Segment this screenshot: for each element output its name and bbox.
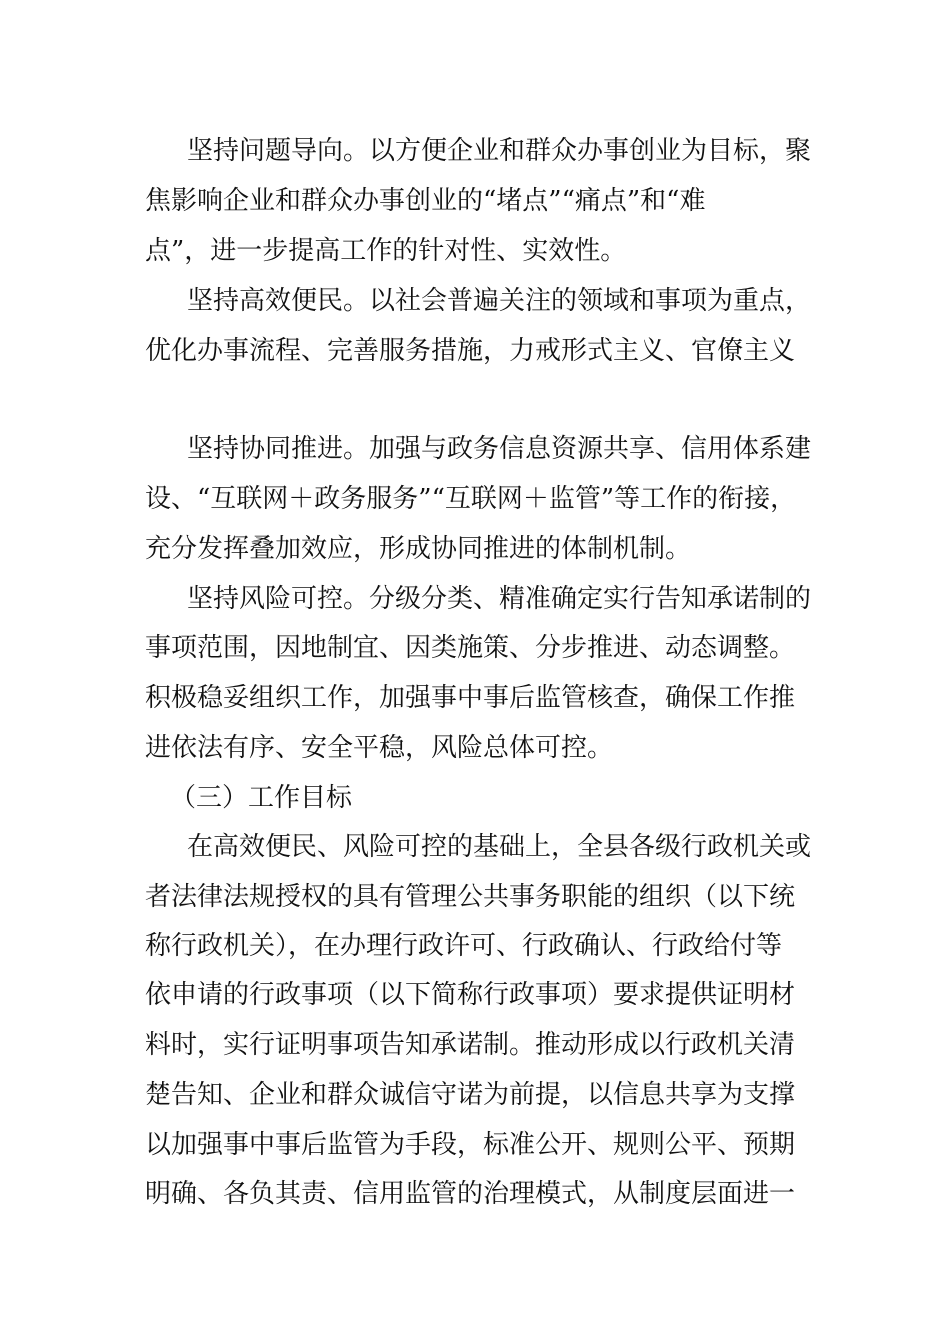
text-line: 积极稳妥组织工作，加强事中事后监管核查，确保工作推 xyxy=(145,683,796,713)
text-line: 依申请的行政事项（以下简称行政事项）要求提供证明材 xyxy=(145,980,796,1010)
text-line: 焦影响企业和群众办事创业的“堵点”“痛点”和“难 xyxy=(145,186,706,216)
text-line: 坚持风险可控。分级分类、精准确定实行告知承诺制的 xyxy=(187,584,812,614)
text-line: 进依法有序、安全平稳，风险总体可控。 xyxy=(145,733,614,763)
text-line: 明确、各负其责、信用监管的治理模式，从制度层面进一 xyxy=(145,1179,796,1209)
text-line: 充分发挥叠加效应，形成协同推进的体制机制。 xyxy=(145,534,692,564)
text-line: 在高效便民、风险可控的基础上，全县各级行政机关或 xyxy=(187,832,812,862)
text-line: 坚持协同推进。加强与政务信息资源共享、信用体系建 xyxy=(187,434,812,464)
text-line: 以加强事中事后监管为手段，标准公开、规则公平、预期 xyxy=(145,1130,796,1160)
text-line: 楚告知、企业和群众诚信守诺为前提，以信息共享为支撑 xyxy=(145,1080,796,1110)
text-line: 称行政机关），在办理行政许可、行政确认、行政给付等 xyxy=(145,931,783,961)
text-line: 优化办事流程、完善服务措施，力戒形式主义、官僚主义 xyxy=(145,336,796,366)
text-line: 事项范围，因地制宜、因类施策、分步推进、动态调整。 xyxy=(145,633,796,663)
section-heading: （三）工作目标 xyxy=(170,783,353,813)
text-line: 坚持问题导向。以方便企业和群众办事创业为目标，聚 xyxy=(187,136,812,166)
text-line: 料时，实行证明事项告知承诺制。推动形成以行政机关清 xyxy=(145,1030,796,1060)
text-line: 坚持高效便民。以社会普遍关注的领域和事项为重点， xyxy=(187,286,812,316)
text-line: 者法律法规授权的具有管理公共事务职能的组织（以下统 xyxy=(145,882,796,912)
text-line: 点”，进一步提高工作的针对性、实效性。 xyxy=(145,236,627,266)
text-line: 设、“互联网＋政务服务”“互联网＋监管”等工作的衔接， xyxy=(145,484,797,514)
